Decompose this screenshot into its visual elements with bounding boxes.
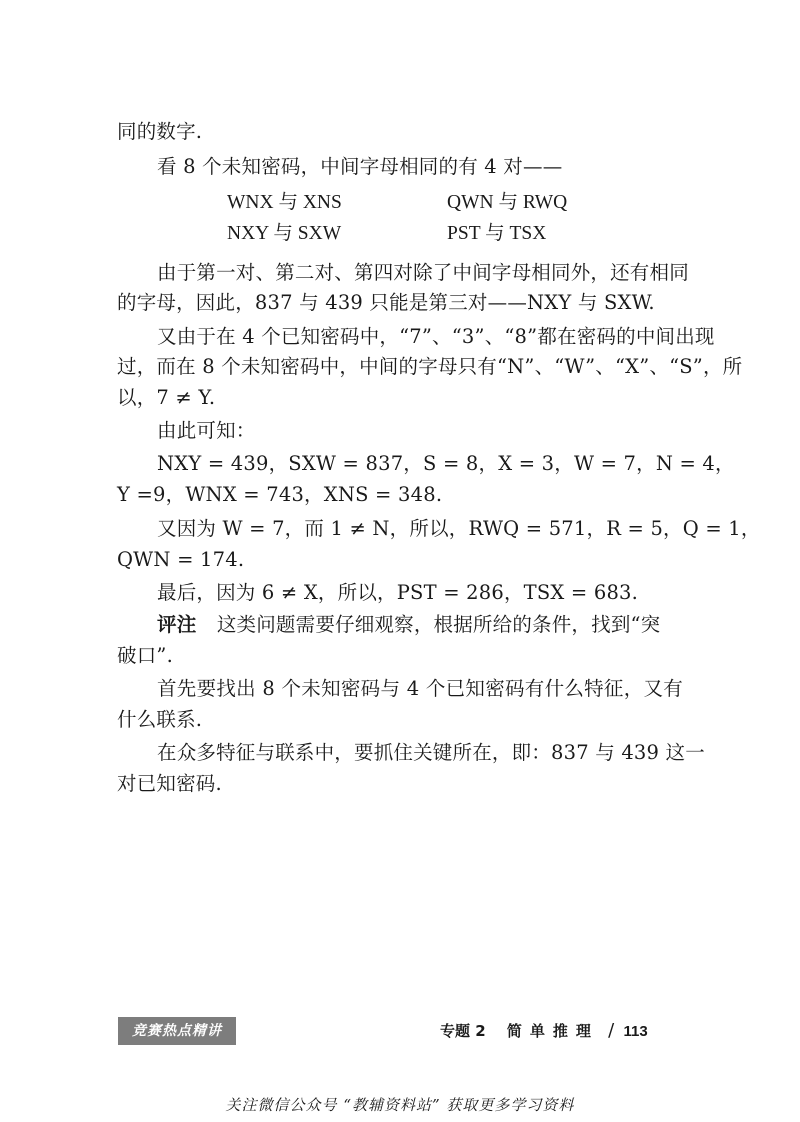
text-line-16: [157, 610, 683, 640]
footer-series-badge: 竞赛热点精讲: [118, 1017, 236, 1045]
text-line-14: QWN = 174.: [117, 548, 245, 571]
text-line-10: 由此可知：: [157, 419, 256, 442]
text-line-8: 过，而在 8 个未知密码中，中间的字母只有“N”、“W”、“X”、“S”，所: [117, 355, 743, 378]
comment-text: 这类问题需要仔细观察，根据所给的条件，找到“突: [216, 613, 661, 636]
pair-qwn-rwq: QWN 与 RWQ: [447, 192, 568, 213]
text-line-21: 对已知密码.: [117, 772, 222, 795]
text-line-13: 又因为 W = 7，而 1 ≠ N，所以，RWQ = 571，R = 5，Q = 1，: [157, 517, 761, 540]
text-line-5: 由于第一对、第二对、第四对除了中间字母相同外，还有相同: [157, 261, 689, 284]
text-line-17: 破口”.: [117, 644, 173, 667]
text-line-7: 又由于在 4 个已知密码中，“7”、“3”、“8”都在密码的中间出现: [157, 325, 715, 348]
pair-wnx-xns: WNX 与 XNS: [227, 192, 342, 213]
text-line-2: 看 8 个未知密码，中间字母相同的有 4 对——: [157, 155, 563, 178]
footer-topic-title: 简单推理: [506, 1022, 599, 1040]
text-line-20: 在众多特征与联系中，要抓住关键所在，即：837 与 439 这一: [157, 741, 705, 764]
text-line-6: 的字母，因此，837 与 439 只能是第三对——NXY 与 SXW.: [117, 291, 655, 314]
pair-nxy-sxw: NXY 与 SXW: [227, 223, 342, 244]
watermark-text: 关注微信公众号 “教辅资料站” 获取更多学习资料: [225, 1096, 575, 1114]
text-line-12: Y =9，WNX = 743，XNS = 348.: [117, 483, 443, 506]
text-line-19: 什么联系.: [117, 708, 203, 731]
text-line-15: 最后，因为 6 ≠ X，所以，PST = 286，TSX = 683.: [157, 581, 639, 604]
footer-topic: 专题 2: [440, 1022, 486, 1040]
text-line-9: 以，7 ≠ Y.: [117, 386, 216, 409]
footer-running-head: [440, 1017, 690, 1045]
text-line-11: NXY = 439，SXW = 837，S = 8，X = 3，W = 7，N = 4，: [157, 452, 735, 475]
text-line-1: 同的数字.: [117, 120, 203, 143]
text-line-18: 首先要找出 8 个未知密码与 4 个已知密码有什么特征，又有: [157, 677, 683, 700]
footer-separator: /: [608, 1020, 615, 1041]
page-number: 113: [623, 1023, 648, 1040]
comment-label: 评注: [157, 613, 197, 636]
pair-pst-tsx: PST 与 TSX: [447, 223, 547, 244]
